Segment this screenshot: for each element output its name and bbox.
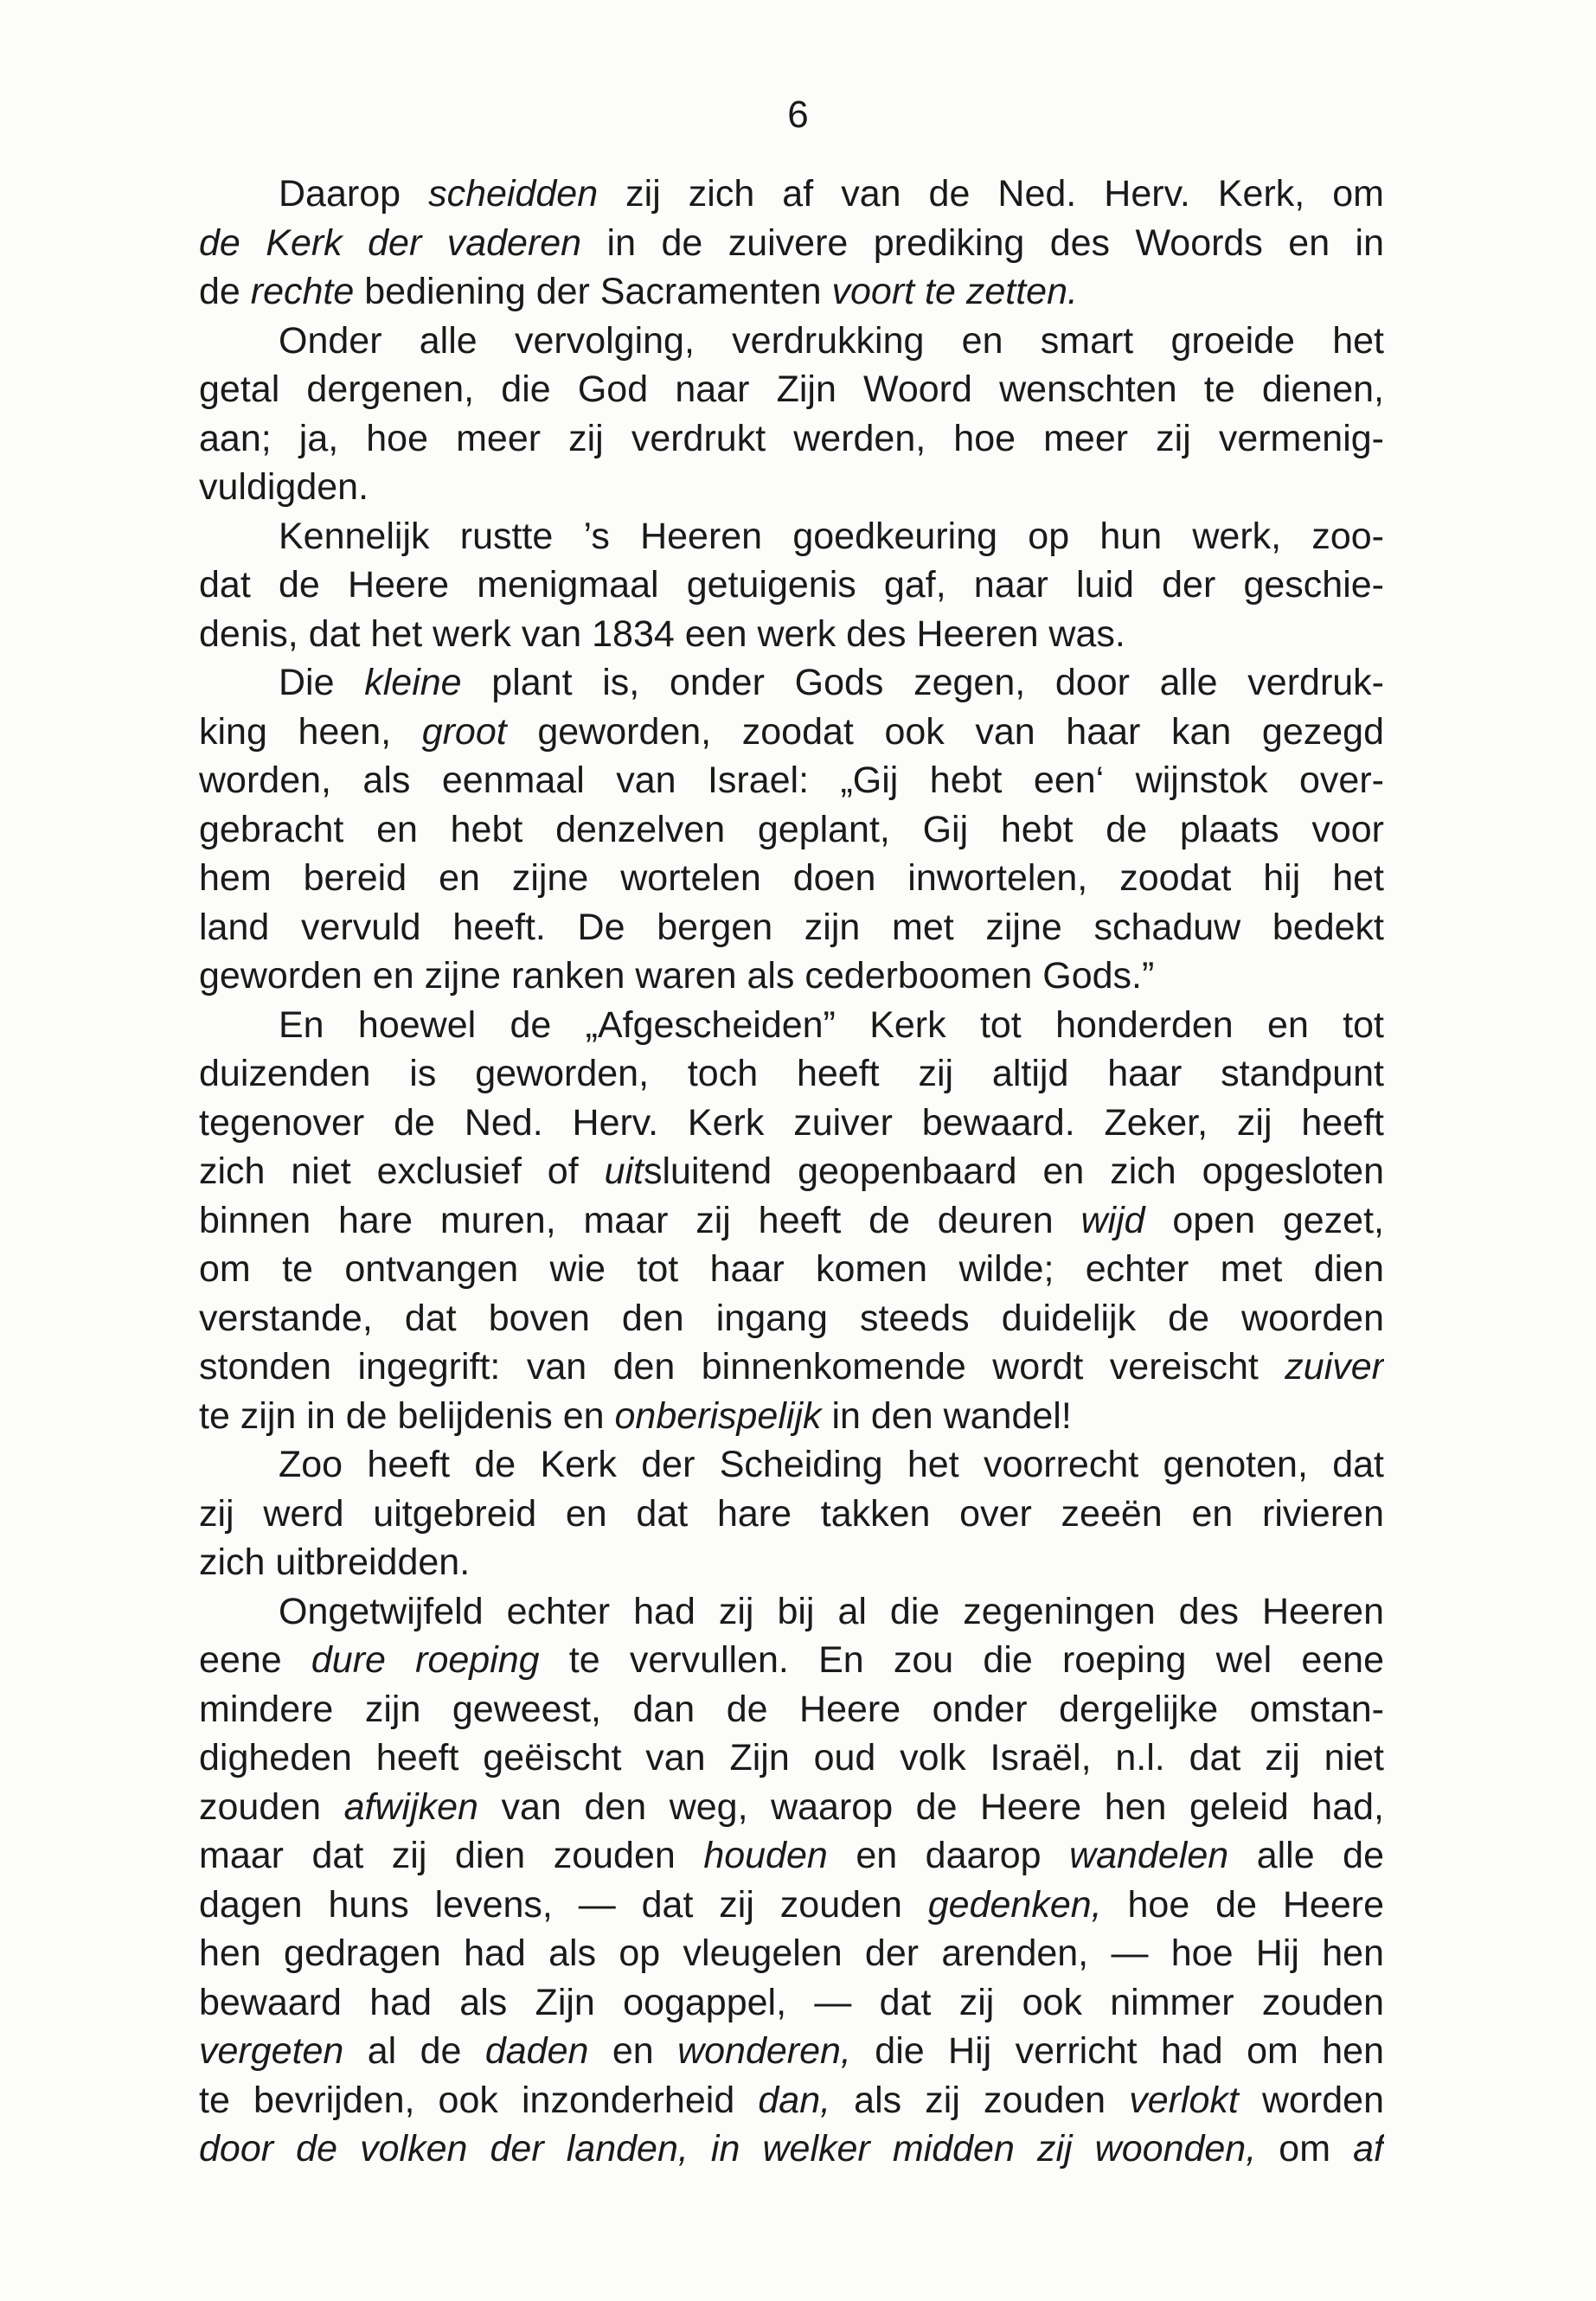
text-segment: om te ontvangen wie tot haar komen wilde; echter met dien — [199, 1248, 1384, 1290]
text-segment: maar dat zij dien zouden — [199, 1835, 704, 1876]
italic-text: onberispelijk — [614, 1394, 822, 1437]
text-line — [199, 267, 1384, 317]
text-line — [199, 658, 1384, 708]
text-segment: bewaard had als Zijn oogappel, — dat zij ook nimmer zouden — [199, 1981, 1384, 2023]
text-segment: al de — [343, 2030, 485, 2072]
italic-text: de Kerk der vaderen — [199, 221, 582, 264]
text-segment: hen gedragen had als op vleugelen der arenden, — hoe Hij hen — [199, 1932, 1384, 1974]
text-segment: getal dergenen, die God naar Zijn Woord wenschten te dienen, — [199, 369, 1384, 410]
text-segment: binnen hare muren, maar zij heeft de deuren — [199, 1199, 1081, 1241]
text-segment: te vervullen. En zou die roeping wel eene — [539, 1639, 1384, 1681]
text-line — [199, 1001, 1384, 1050]
text-segment: stonden ingegrift: van den binnenkomende wordt vereischt — [199, 1346, 1285, 1388]
text-line — [199, 805, 1384, 855]
text-segment: worden, als eenmaal van Israel: „Gij hebt een‘ wijnstok over- — [199, 760, 1384, 801]
body-text — [199, 170, 1384, 2174]
text-segment: plant is, onder Gods zegen, door alle verdruk- — [461, 662, 1384, 703]
text-line — [199, 1783, 1384, 1832]
text-segment: Die — [279, 662, 365, 703]
italic-text: af — [1353, 2128, 1384, 2170]
text-segment: aan; ja, hoe meer zij verdrukt werden, hoe meer zij vermenig- — [199, 417, 1384, 459]
text-line — [199, 463, 1384, 512]
italic-text: dan, — [758, 2079, 831, 2121]
text-segment: en — [588, 2030, 678, 2072]
text-segment: die Hij verricht had om hen — [850, 2030, 1384, 2072]
text-segment: verstande, dat boven den ingang steeds duidelijk de woorden — [199, 1297, 1384, 1339]
text-line — [199, 170, 1384, 219]
text-line — [199, 512, 1384, 561]
text-segment: Onder alle vervolging, verdrukking en smart groeide het — [279, 319, 1384, 362]
text-segment: Daarop — [279, 173, 429, 215]
text-line — [199, 1392, 1384, 1441]
text-segment: land vervuld heeft. De bergen zijn met zijne schaduw bedekt — [199, 906, 1384, 948]
text-segment: in de zuivere prediking des Woords en in — [581, 221, 1384, 264]
text-line — [199, 1929, 1384, 1978]
text-segment: duizenden is geworden, toch heeft zij altijd haar standpunt — [199, 1053, 1384, 1094]
text-segment: dat de Heere menigmaal getuigenis gaf, naar luid der geschie- — [199, 564, 1384, 606]
text-segment: alle de — [1228, 1835, 1384, 1876]
text-segment: geworden en zijne ranken waren als cederboomen Gods.” — [199, 955, 1155, 997]
text-segment: hoe de Heere — [1101, 1883, 1384, 1926]
text-line — [199, 854, 1384, 903]
text-segment: bediening der Sacramenten — [354, 271, 832, 312]
text-segment: hem bereid en zijne wortelen doen inwortelen, zoodat hij het — [199, 857, 1384, 899]
text-segment: Zoo heeft de Kerk der Scheiding het voorrecht genoten, dat — [279, 1444, 1384, 1485]
text-segment: te bevrijden, ook inzonderheid — [199, 2079, 759, 2121]
text-segment: Ongetwijfeld echter had zij bij al die zegeningen des Heeren — [279, 1590, 1384, 1632]
text-line — [199, 2027, 1384, 2076]
italic-text: verlokt — [1129, 2079, 1239, 2121]
text-segment: king heen, — [199, 710, 422, 753]
text-line — [199, 1978, 1384, 2028]
text-segment: sluitend geopenbaard en zich opgesloten — [644, 1150, 1384, 1192]
italic-text: vergeten — [199, 2030, 344, 2072]
text-segment: zij werd uitgebreid en dat hare takken over zeeën en rivieren — [199, 1492, 1384, 1535]
text-line — [199, 365, 1384, 414]
italic-text: rechte — [250, 271, 355, 312]
text-line — [199, 561, 1384, 610]
text-line — [199, 952, 1384, 1001]
text-line — [199, 317, 1384, 366]
text-segment: mindere zijn geweest, dan de Heere onder dergelijke omstan- — [199, 1688, 1384, 1730]
text-segment: zich niet exclusief of — [199, 1150, 605, 1192]
italic-text: dure roeping — [311, 1639, 540, 1681]
italic-text: houden — [703, 1835, 828, 1876]
italic-text: wonderen, — [677, 2030, 851, 2072]
text-line — [199, 1685, 1384, 1734]
text-line — [199, 1343, 1384, 1392]
page-number: 6 — [787, 93, 809, 136]
text-segment: digheden heeft geëischt van Zijn oud volk Israël, n.l. dat zij niet — [199, 1737, 1384, 1779]
italic-text: door de volken der landen, in welker midden zij woonden, — [199, 2128, 1257, 2170]
italic-text: afwijken — [343, 1785, 478, 1828]
text-line — [199, 1049, 1384, 1099]
text-line — [199, 1245, 1384, 1294]
text-line — [199, 1538, 1384, 1587]
text-line — [199, 1099, 1384, 1148]
text-line — [199, 1636, 1384, 1685]
text-segment: gebracht en hebt denzelven geplant, Gij hebt de plaats voor — [199, 808, 1384, 850]
text-segment: van den weg, waarop de Heere hen geleid had, — [478, 1785, 1384, 1828]
text-segment: de — [199, 271, 251, 312]
text-line — [199, 1490, 1384, 1539]
text-segment: worden — [1238, 2079, 1384, 2121]
text-line — [199, 1734, 1384, 1783]
text-line — [199, 219, 1384, 268]
text-segment: zouden — [199, 1785, 344, 1828]
text-segment: zij zich af van de Ned. Herv. Kerk, om — [598, 173, 1384, 215]
italic-text: voort te zetten. — [831, 271, 1078, 312]
text-line — [199, 610, 1384, 659]
text-segment: en daarop — [827, 1835, 1070, 1876]
text-segment: En hoewel de „Afgescheiden” Kerk tot honderden en tot — [279, 1003, 1384, 1046]
italic-text: groot — [421, 710, 507, 753]
text-line — [199, 1881, 1384, 1930]
text-segment: om — [1256, 2128, 1354, 2170]
text-line — [199, 1196, 1384, 1246]
text-segment: geworden, zoodat ook van haar kan gezegd — [506, 710, 1384, 753]
text-line — [199, 708, 1384, 757]
text-segment: in den wandel! — [821, 1394, 1072, 1437]
text-line — [199, 1294, 1384, 1343]
text-line — [199, 414, 1384, 464]
text-segment: denis, dat het werk van 1834 een werk des Heeren was. — [199, 612, 1125, 655]
text-segment: dagen huns levens, — dat zij zouden — [199, 1883, 928, 1926]
italic-text: wandelen — [1069, 1835, 1229, 1876]
text-line — [199, 903, 1384, 952]
italic-text: uit — [604, 1150, 644, 1192]
text-line — [199, 1440, 1384, 1490]
italic-text: gedenken, — [927, 1883, 1102, 1926]
text-segment: als zij zouden — [830, 2079, 1130, 2121]
text-line — [199, 2125, 1384, 2174]
text-line — [199, 756, 1384, 805]
text-segment: tegenover de Ned. Herv. Kerk zuiver bewaard. Zeker, zij heeft — [199, 1101, 1384, 1144]
text-segment: te zijn in de belijdenis en — [199, 1394, 615, 1437]
italic-text: daden — [484, 2030, 589, 2072]
text-line — [199, 1587, 1384, 1637]
text-line — [199, 1147, 1384, 1196]
text-segment: open gezet, — [1144, 1199, 1384, 1241]
italic-text: wijd — [1080, 1199, 1145, 1241]
italic-text: zuiver — [1285, 1346, 1384, 1388]
text-segment: vuldigden. — [199, 466, 369, 508]
italic-text: kleine — [364, 662, 462, 703]
text-line — [199, 2076, 1384, 2125]
text-segment: zich uitbreidden. — [199, 1541, 471, 1583]
text-segment: eene — [199, 1639, 311, 1681]
italic-text: scheidden — [428, 173, 599, 215]
text-line — [199, 1831, 1384, 1881]
text-segment: Kennelijk rustte ’s Heeren goedkeuring op hun werk, zoo- — [279, 515, 1384, 557]
